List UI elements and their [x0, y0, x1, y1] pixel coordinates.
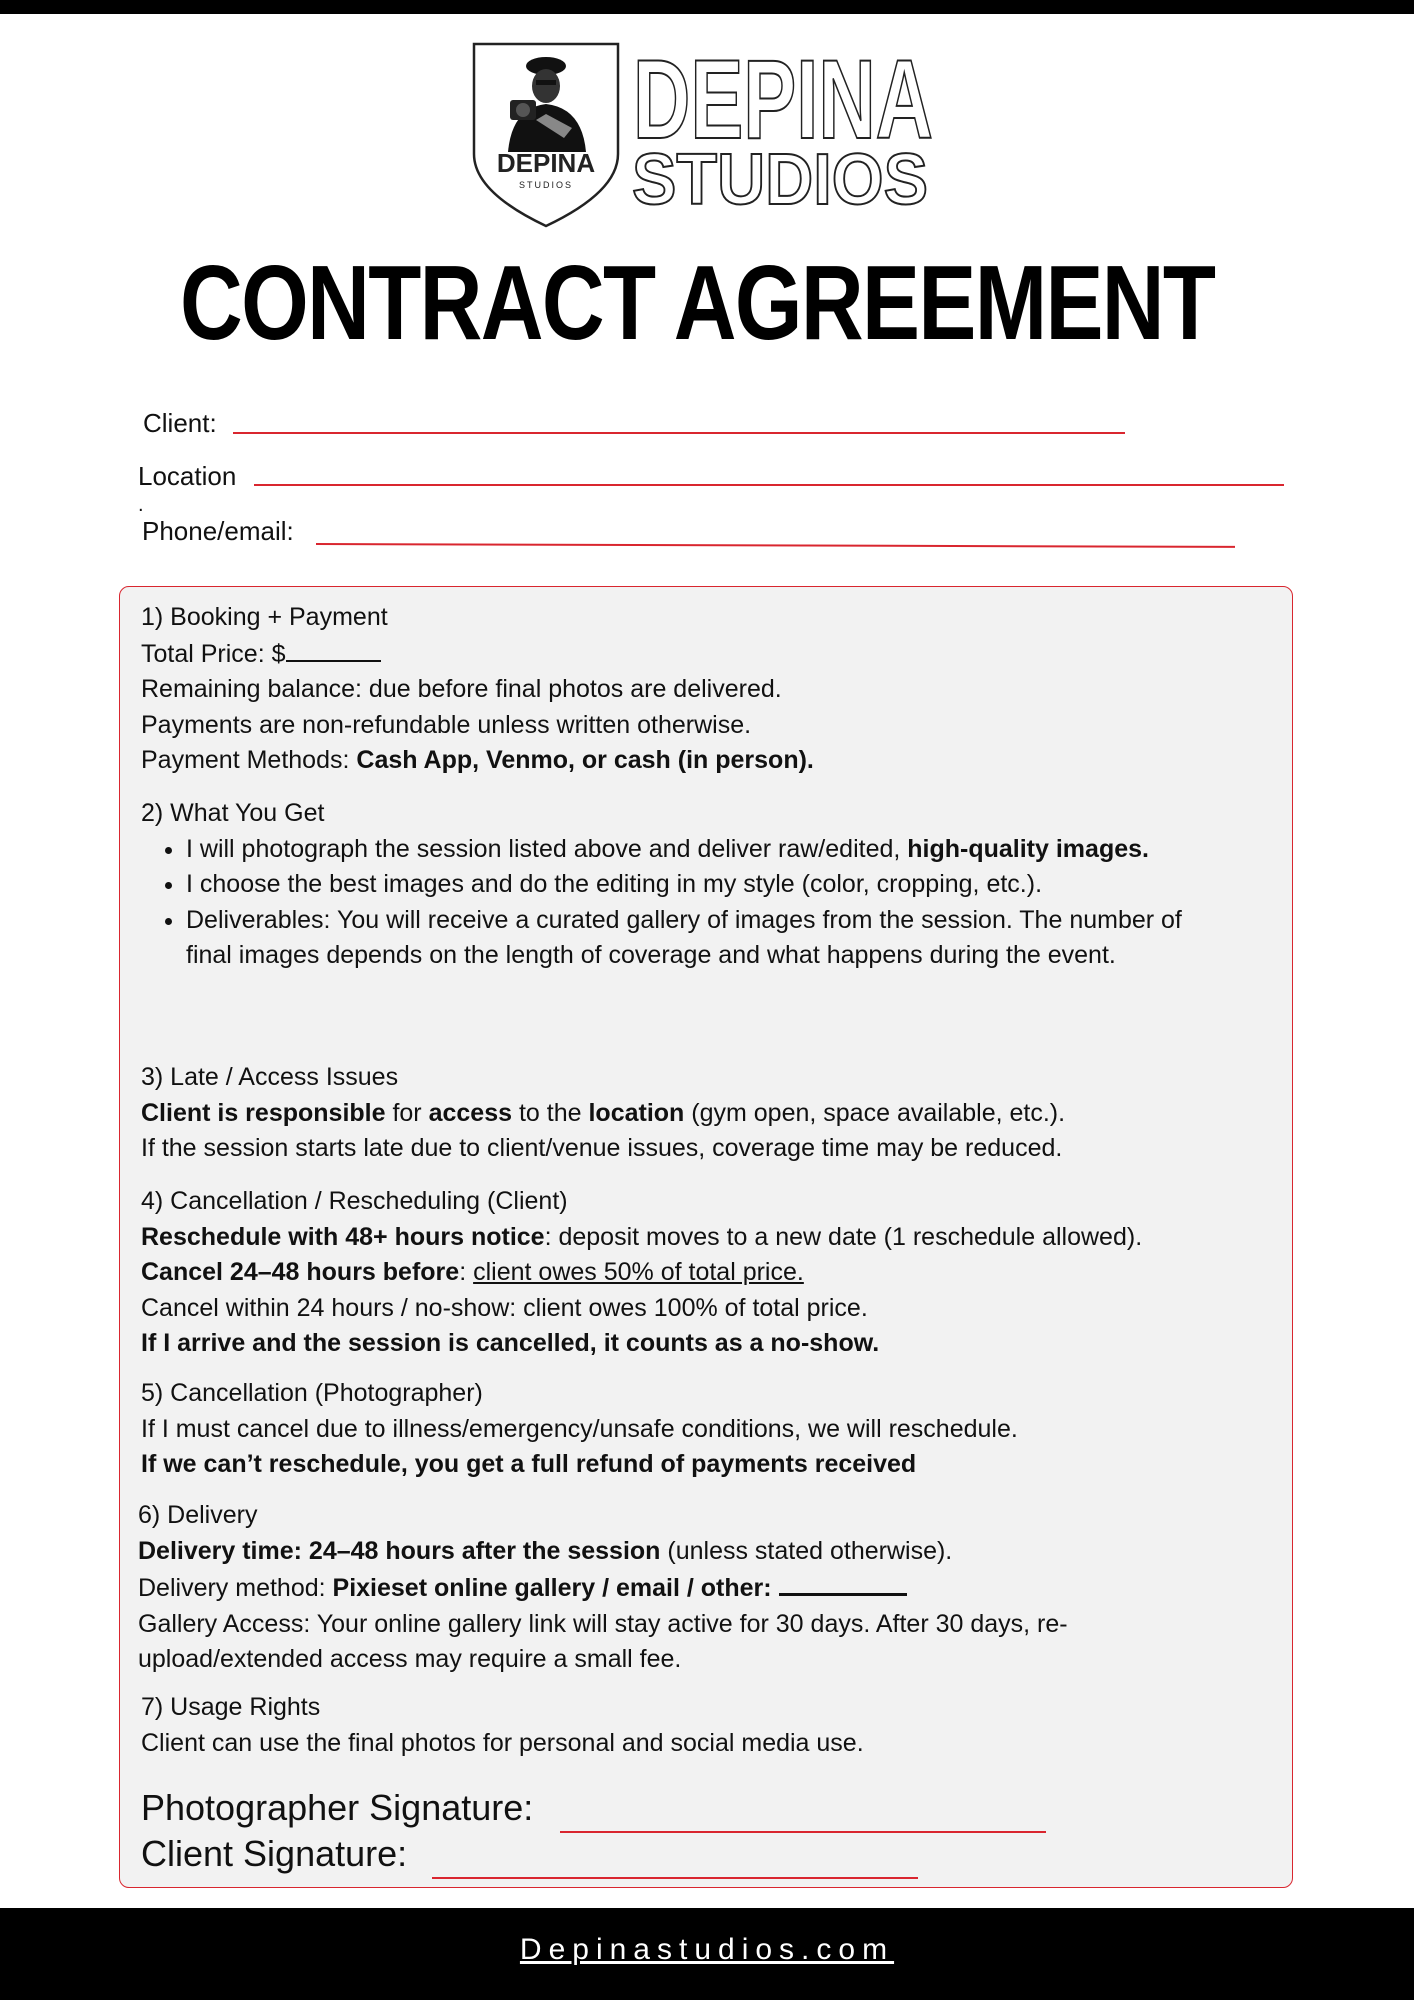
- text: Delivery method:: [138, 1574, 333, 1603]
- no-show-line: [141, 1326, 1271, 1362]
- section-cancellation-client: [141, 1184, 1271, 1362]
- list-item: • I choose the best images and do the editing in my style (color, cropping, etc.).: [186, 867, 1271, 903]
- text: for: [385, 1098, 429, 1127]
- delivery-method-line: [138, 1569, 1268, 1607]
- logo-word-line2: STUDIOS: [632, 140, 928, 220]
- section-heading: 4) Cancellation / Rescheduling (Client): [141, 1187, 568, 1215]
- bold-text: Delivery time: 24–48 hours after the session: [138, 1536, 661, 1565]
- refund-line: Payments are non-refundable unless written otherwise.: [141, 710, 752, 739]
- section-heading: 5) Cancellation (Photographer): [141, 1379, 483, 1407]
- section-heading: 1) Booking + Payment: [141, 603, 388, 631]
- bold-text: location: [588, 1098, 685, 1127]
- section-heading: 6) Delivery: [138, 1501, 258, 1529]
- total-price-line: [141, 636, 1271, 673]
- bold-text: If I arrive and the session is cancelled, it counts as a no-show.: [141, 1329, 880, 1358]
- bold-text: Reschedule with 48+ hours notice: [141, 1222, 545, 1251]
- shield-sub: STUDIOS: [518, 180, 574, 190]
- page-title: CONTRACT AGREEMENT: [179, 244, 1215, 362]
- photographer-signature-label: Photographer Signature:: [141, 1787, 534, 1828]
- item-bold: high-quality images.: [907, 834, 1149, 863]
- logo-wordmark: [630, 37, 936, 220]
- text: (gym open, space available, etc.).: [684, 1098, 1066, 1127]
- section-delivery: [138, 1498, 1268, 1678]
- phone-email-field[interactable]: [316, 543, 1235, 548]
- section-late-access: [141, 1060, 1271, 1167]
- section-heading: 2) What You Get: [141, 799, 325, 827]
- section-what-you-get: [141, 796, 1271, 974]
- bold-text: If we can’t reschedule, you get a full refund of payments received: [141, 1450, 917, 1479]
- text: : deposit moves to a new date (1 reschedule allowed).: [544, 1222, 1143, 1251]
- location-field[interactable]: [254, 484, 1284, 486]
- client-signature-label: Client Signature:: [141, 1833, 408, 1874]
- client-field[interactable]: [233, 432, 1125, 434]
- section-heading: 7) Usage Rights: [141, 1693, 321, 1721]
- list-item: [186, 832, 1271, 868]
- usage-line: Client can use the final photos for personal and social media use.: [141, 1728, 864, 1757]
- list-item: • Deliverables: You will receive a curated gallery of images from the session. The number of final images depends on the length of coverage and what happens during the event.: [186, 903, 1271, 974]
- total-price-label: Total Price: $: [141, 639, 286, 668]
- photographer-signature-field[interactable]: [560, 1831, 1046, 1833]
- cancel-24-line: Cancel within 24 hours / no-show: client owes 100% of total price.: [141, 1293, 868, 1322]
- text: to the: [512, 1098, 589, 1127]
- text: :: [459, 1258, 474, 1287]
- top-bar: [0, 0, 1414, 14]
- payment-methods-label: Payment Methods:: [141, 746, 357, 775]
- underlined-text: client owes 50% of total price.: [473, 1258, 804, 1287]
- refund-line: [141, 1447, 1271, 1483]
- delivery-time-line: [138, 1534, 1268, 1570]
- access-line: [141, 1096, 1271, 1132]
- bold-text: Cancel 24–48 hours before: [141, 1258, 460, 1287]
- logo-word-line1: DEPINA: [633, 37, 933, 162]
- location-label: Location: [138, 461, 237, 491]
- phone-email-label: Phone/email:: [142, 516, 294, 546]
- section-heading: 3) Late / Access Issues: [141, 1063, 399, 1091]
- bold-text: access: [428, 1098, 513, 1127]
- website-link[interactable]: Depinastudios.com: [519, 1933, 895, 1966]
- reschedule-line: If I must cancel due to illness/emergency/unsafe conditions, we will reschedule.: [141, 1414, 1018, 1443]
- payment-methods-value: Cash App, Venmo, or cash (in person).: [356, 746, 814, 775]
- client-signature-field[interactable]: [432, 1877, 918, 1879]
- shield-name: DEPINA: [496, 148, 596, 178]
- reschedule-line: [141, 1220, 1271, 1256]
- balance-line: Remaining balance: due before final photos are delivered.: [141, 675, 782, 704]
- section-usage-rights: [141, 1690, 1271, 1761]
- payment-methods-line: [141, 743, 1271, 779]
- client-label: Client:: [143, 408, 217, 438]
- total-price-blank[interactable]: [286, 636, 381, 662]
- cancel-24-48-line: [141, 1255, 1271, 1291]
- studio-logo: [472, 37, 942, 232]
- item-text: I will photograph the session listed above and deliver raw/edited,: [186, 834, 908, 863]
- location-dot: .: [138, 494, 144, 516]
- delivery-other-blank[interactable]: [779, 1569, 907, 1596]
- shield-logo-icon: [472, 42, 620, 228]
- text: (unless stated otherwise).: [660, 1536, 953, 1565]
- bold-text: Pixieset online gallery / email / other:: [332, 1574, 779, 1603]
- late-line: If the session starts late due to client/venue issues, coverage time may be reduced.: [141, 1134, 1063, 1163]
- section-booking-payment: [141, 600, 1271, 779]
- deliverables-list: [141, 832, 1271, 974]
- gallery-access-line: Gallery Access: Your online gallery link will stay active for 30 days. After 30 days, re-upload/extended access may require a small fee.: [138, 1609, 1068, 1674]
- bold-text: Client is responsible: [141, 1098, 386, 1127]
- section-cancellation-photographer: [141, 1376, 1271, 1483]
